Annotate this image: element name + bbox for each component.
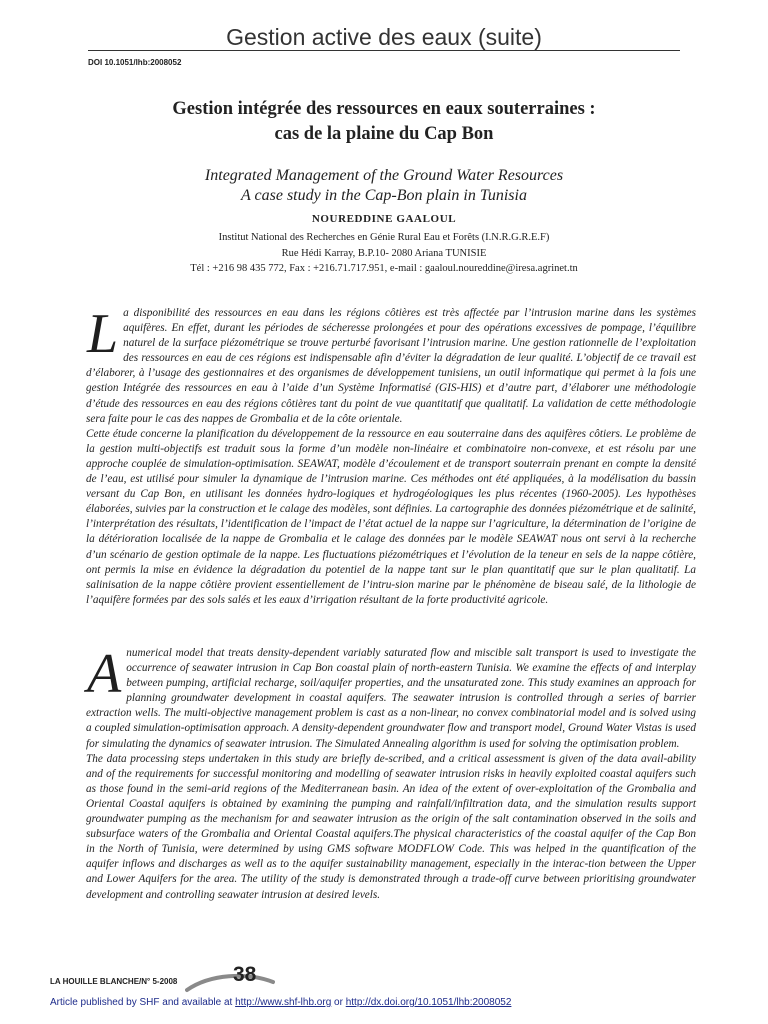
abstract-en-paragraph-2: The data processing steps undertaken in this study are briefly de-scribed, and a critical assessment is given of the data avail-ability and of the requirements for successful monitoring and modelling of seawater intrusion risks in heavily exploited coastal aquifers such as those found in the semi-arid regions of the Mediterranean basin. An idea of the extent of over-exploitation of the Grombalia and Oriental Coastal aquifers is obtained by examining the pumping and rainfall/infiltration data, and the simulation results support groundwater pumping as the mechanism for and seawater intrusion as the origin of the salt contamination observed in the soils and subsurface waters of the Grombalia and Oriental Coastal aquifers.The physical characteristics of the coastal aquifer of the Cap Bon in the North of Tunisia, were determined by using GMS software MODFLOW Code. This was helped in the quantification of the aquifer inflows and discharges as well as to the aquifer sustainability management, especially in the interac-tion between the Upper and Lower Aquifers for the area. The utility of the study is demonstrated through a trade-off curve between prioritising groundwater development and controlling seawater intrusion at desired levels. [86,752,696,901]
abstract-french [86,303,696,608]
title-fr-line-2: cas de la plaine du Cap Bon [274,124,494,144]
affiliation-line-1: Institut National des Recherches en Génie Rural Eau et Forêts (I.N.R.G.R.E.F) [218,232,550,243]
article-title-en [0,166,768,206]
doi-link[interactable]: http://dx.doi.org/10.1051/lhb:2008052 [345,997,512,1008]
article-title-fr [0,97,768,147]
or-text: or [331,997,346,1008]
availability-text: Article published by SHF and available at [50,997,236,1008]
article-availability-line [50,997,511,1008]
abstract-en-paragraph-1: numerical model that treats density-dependent variably saturated flow and miscible salt transport is used to investigate the occurrence of seawater intrusion in Cap Bon coastal plain of north-eastern Tunisia. We examine the effects of and interplay between pumping, artificial recharge, soil/aquifer properties, and the unsaturated zone. This study examines an approach for planning groundwater development in coastal aquifers. The seawater intrusion is controlled through a series of barrier extraction wells. The multi-objective management problem is cast as a non-linear, no convex combinatorial model and is solved using a coupled simulation-optimisation approach. A density-dependent groundwater flow and transport model, Ground Water Vistas is used for simulating the dynamics of seawater intrusion. The Simulated Annealing algorithm is used for solving the optimisation problem. [86,647,696,750]
abstract-fr-paragraph-1: a disponibilité des ressources en eau dans les régions côtières est très affectée par l’intrusion marine dans les systèmes aquifères. En effet, durant les périodes de sécheresse prolongées et pour des opérations excessives de pompage, l’équilibre naturel de la surface piézométrique se trouve perturbé favorisant l’intrusion marine. Une gestion rationnelle de l’exploitation des ressources en eau de ces régions est indispensable afin d’éviter la dégradation de leur qualité. L’objectif de ce travail est d’élaborer, à l’usage des gestionnaires et des organismes de développement tunisiens, un outil informatique qui permet à la fois une gestion Intégrée des ressources en eau à l’aide d’un Système Informatisé (GIS-HIS) et d’autre part, d’élaborer une méthodologie d’étude des ressources en eau des régions côtières tant du point de vue quantitatif que qualitatif. La validation de cette méthodologie sera faite pour le cas des nappes de Grombalia et de la côte orientale. [86,307,696,425]
footer-journal: LA HOUILLE BLANCHE/N° 5-2008 [50,977,178,986]
page-number: 38 [233,963,257,986]
abstract-english [86,643,696,903]
title-fr-line-1: Gestion intégrée des ressources en eaux souterraines : [172,99,596,119]
doi-label: DOI 10.1051/lhb:2008052 [88,58,182,67]
section-title: Gestion active des eaux (suite) [226,24,542,50]
author-name: NOUREDDINE GAALOUL [311,213,457,225]
abstract-fr-paragraph-2: Cette étude concerne la planification du développement de la ressource en eau souterraine dans des aquifères côtiers. Le problème de la gestion multi-objectifs est traduit sous la forme d’un modèle non-linéaire et combinatoire non-convexe, et est résolu par une approche couplée de simulation-optimisation. SEAWAT, modèle d’écoulement et de transport souterrain prenant en compte la densité de l’eau, est utilisé pour simuler la dynamique de l’intrusion marine. Ces méthodes ont été appliquées, à la modélisation du bassin versant du Cap Bon, en utilisant les données hydro-logiques et hydrogéologiques les plus récentes (1960-2005). Les hypothèses élaborées, suivies par la construction et le calage des modèles, sont définies. La cartographie des données piézométrique et de salinité, l’interprétation des résultats, l’identification de l’impact de l’état actuel de la nappe sur l’agriculture, la détermination de l’origine de la détérioration localisée de la nappe de Grombalia et le calage des données par le modèle SEAWAT nous ont servi à la recherche d’un scénario de gestion optimale de la nappe. Les fluctuations piézométriques et l’évolution de la teneur en sels de la nappe côtière, ont permis la mise en évidence la dégradation du potentiel de la nappe tant sur le plan quantitatif que sur le plan qualitatif. La salinisation de la nappe côtière provient essentiellement de l’intru-sion marine par le phénomène de biseau salé, de la lithologie de l’aquifère formées par des sols salés et les eaux d’irrigation résultant de la forte productivité agricole. [86,427,696,606]
title-en-line-1: Integrated Management of the Ground Water Resources [204,167,564,184]
header-rule [88,50,680,51]
affiliation-line-3: Tél : +216 98 435 772, Fax : +216.71.717.951, e-mail : gaaloul.noureddine@iresa.agrinet.tn [190,263,578,274]
dropcap-l: L [87,303,119,365]
swoosh-logo-icon [185,968,275,994]
affiliation-line-2: Rue Hédi Karray, B.P.10- 2080 Ariana TUNISIE [281,247,487,259]
shf-link[interactable]: http://www.shf-lhb.org [235,997,332,1008]
title-en-line-2: A case study in the Cap-Bon plain in Tunisia [241,187,527,204]
author-affiliation [0,230,768,277]
dropcap-a: A [87,643,122,705]
